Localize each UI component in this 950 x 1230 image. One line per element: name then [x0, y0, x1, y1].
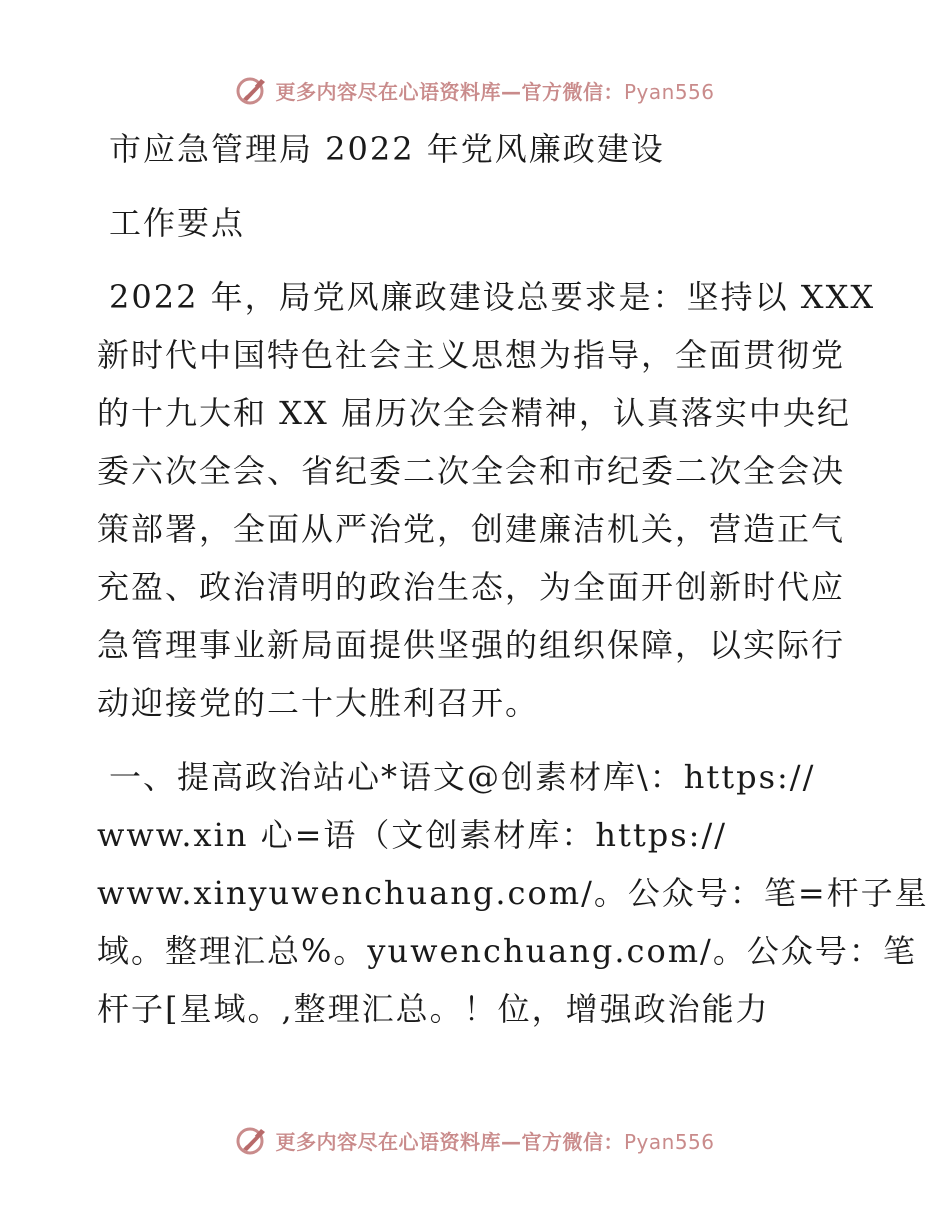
paragraph-line: 动迎接党的二十大胜利召开。	[97, 684, 540, 722]
paragraph-line: 充盈、政治清明的政治生态，为全面开创新时代应	[97, 568, 846, 606]
paragraph-intro	[97, 268, 876, 732]
banner-text: 更多内容尽在心语资料库—官方微信：Pyan556	[275, 79, 715, 104]
footer-watermark-banner	[0, 1120, 950, 1160]
quill-pen-logo-icon	[235, 73, 269, 107]
header-watermark-banner	[0, 70, 950, 110]
banner-handle: Pyan556	[623, 79, 715, 104]
section-one	[97, 748, 929, 1038]
document-title-line-1: 市应急管理局 2022 年党风廉政建设	[109, 130, 665, 168]
paragraph-line: 新时代中国特色社会主义思想为指导，全面贯彻党	[97, 336, 846, 374]
document-body	[97, 120, 929, 1038]
paragraph-line: 杆子[星域。,整理汇总。！位，增强政治能力	[97, 990, 770, 1028]
section-heading-line: 一、提高政治站心*语文@创素材库\：https://	[109, 758, 816, 796]
paragraph-line: 策部署，全面从严治党，创建廉洁机关，营造正气	[97, 510, 846, 548]
paragraph-line: 的十九大和 XX 届历次全会精神，认真落实中央纪	[97, 394, 851, 432]
paragraph-line: 委六次全会、省纪委二次全会和市纪委二次全会决	[97, 452, 846, 490]
banner-handle: Pyan556	[623, 1129, 715, 1154]
paragraph-line: www.xin 心=语（文创素材库：https://	[97, 816, 728, 854]
paragraph-line: 2022 年，局党风廉政建设总要求是：坚持以 XXX	[109, 278, 876, 316]
banner-text: 更多内容尽在心语资料库—官方微信：Pyan556	[275, 1129, 715, 1154]
document-title-line-2: 工作要点	[109, 204, 246, 242]
paragraph-line: www.xinyuwenchuang.com/。公众号：笔=杆子星	[97, 874, 929, 912]
quill-pen-logo-icon	[235, 1123, 269, 1157]
paragraph-line: 域。整理汇总%。yuwenchuang.com/。公众号：笔	[97, 932, 917, 970]
paragraph-line: 急管理事业新局面提供坚强的组织保障，以实际行	[97, 626, 846, 664]
